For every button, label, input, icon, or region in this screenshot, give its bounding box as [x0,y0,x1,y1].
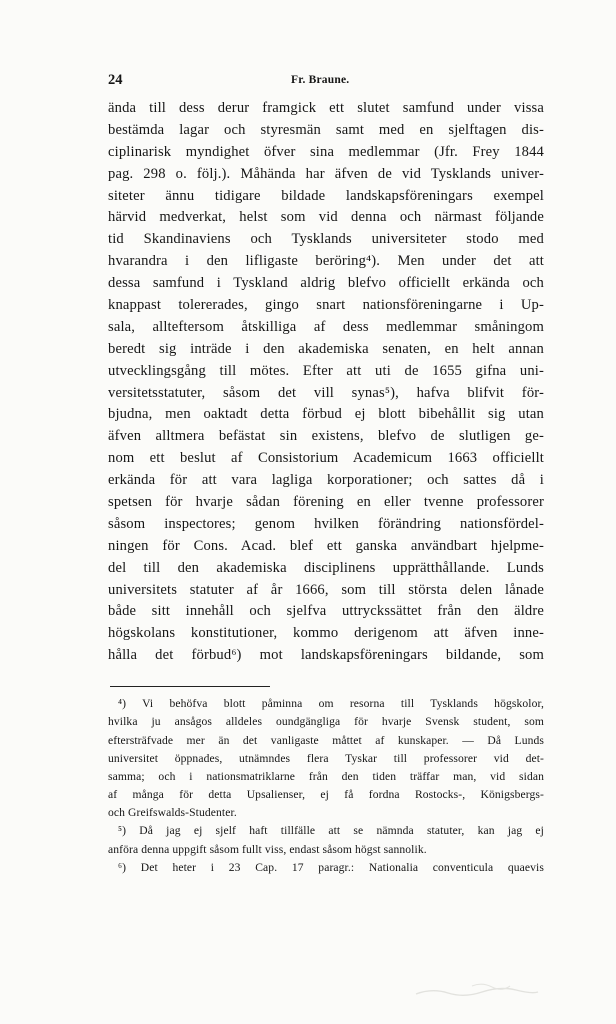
body-line: bjudna, men oaktadt detta förbud ej blott bibehållit sig utan [108,406,544,423]
footnote-line: ⁴) Vi behöfva blott påminna om resorna till Tysklands högskolor, [118,697,544,711]
body-line: dessa samfund i Tyskland aldrig blefvo officiellt erkända och [108,275,544,292]
body-line: versitetsstatuter, såsom det vill synas⁵), hafva blifvit för- [108,384,544,401]
footnote-line: och Greifswalds-Studenter. [108,806,237,820]
body-line: bestämda lagar och styresmän samt med en sjelftagen dis- [108,121,544,138]
body-line: siteter ännu tidigare bildade landskapsföreningars exempel [108,187,544,204]
body-line: nom ett beslut af Consistorium Academicum 1663 officiellt [108,450,544,467]
footnote-line: anföra denna uppgift såsom fullt viss, endast såsom högst sannolik. [108,842,427,856]
body-line: del till den akademiska disciplinens upprätthållande. Lunds [108,559,544,576]
body-line: hvarandra i den lifligaste beröring⁴). Men under det att [108,253,544,270]
body-line: såsom inspectores; genom hvilken förändring nationsfördel- [108,515,544,532]
footnote-line: universitet öppnades, utnämndes flera Tyskar till professorer vid det- [108,751,544,765]
body-line: knappast tolererades, gingo snart nationsföreningarne i Up- [108,297,544,314]
body-line: ciplinarisk myndighet öfver sina medlemmar (Jfr. Frey 1844 [108,143,544,160]
body-line: universitets statuter af år 1666, som till största delen lånade [108,581,544,598]
footnote-line: af många för detta Upsalienser, ej få fordna Rostocks-, Königsbergs- [108,788,544,802]
faint-library-stamp [412,980,542,1002]
footnote-line: hvilka ju ansågos alldeles oundgängliga för hvarje Svensk student, som [108,715,544,729]
body-line: utvecklingsgång till mötes. Efter att uti de 1655 gifna uni- [108,362,544,379]
running-head-title: Fr. Braune. [291,74,350,86]
footnote-line: ⁶) Det heter i 23 Cap. 17 paragr.: Nationalia conventicula quaevis [118,860,544,874]
body-line: spetsen för hvarje sådan förening en eller tvenne professorer [108,494,544,511]
footnote-line: samma; och i nationsmatriklarne från den tiden träffar man, vid sidan [108,769,544,783]
body-line: beredt sig inträde i den akademiska senaten, en helt annan [108,340,544,357]
body-line: både sitt innehåll och sjelfva uttryckssättet från den äldre [108,603,544,620]
footnote-divider [110,686,270,687]
body-line: sala, allteftersom åtskilliga af dess medlemmar småningom [108,318,544,335]
body-line: härvid medverkat, helst som vid denna och närmast följande [108,209,544,226]
book-page [108,72,544,877]
body-line: ända till dess derur framgick ett slutet samfund under vissa [108,100,544,116]
footnote-line: ⁵) Då jag ej sjelf haft tillfälle att se nämnda statuter, kan jag ej [118,824,544,838]
footnote-line: eftersträfvade mer än det vanligaste måttet af kunskaper. — Då Lunds [108,733,544,747]
page-number: 24 [108,72,123,88]
body-line: pag. 298 o. följ.). Måhända har äfven de vid Tysklands univer- [108,165,544,182]
body-line: erkända för att vara lagliga korporationer; och sattes då i [108,472,544,489]
running-head [108,72,544,94]
body-line: högskolans konstitutioner, kommo derigenom att äfven inne- [108,625,544,642]
body-line: hålla det förbud⁶) mot landskapsföreningars bildande, som [108,647,544,664]
footnotes [108,695,544,877]
body-line: ningen för Cons. Acad. blef ett ganska användbart hjelpme- [108,537,544,554]
body-text [108,98,544,667]
body-line: äfven alltmera befästat sin existens, blefvo de slutligen ge- [108,428,544,445]
body-line: tid Skandinaviens och Tysklands universiteter stodo med [108,231,544,248]
